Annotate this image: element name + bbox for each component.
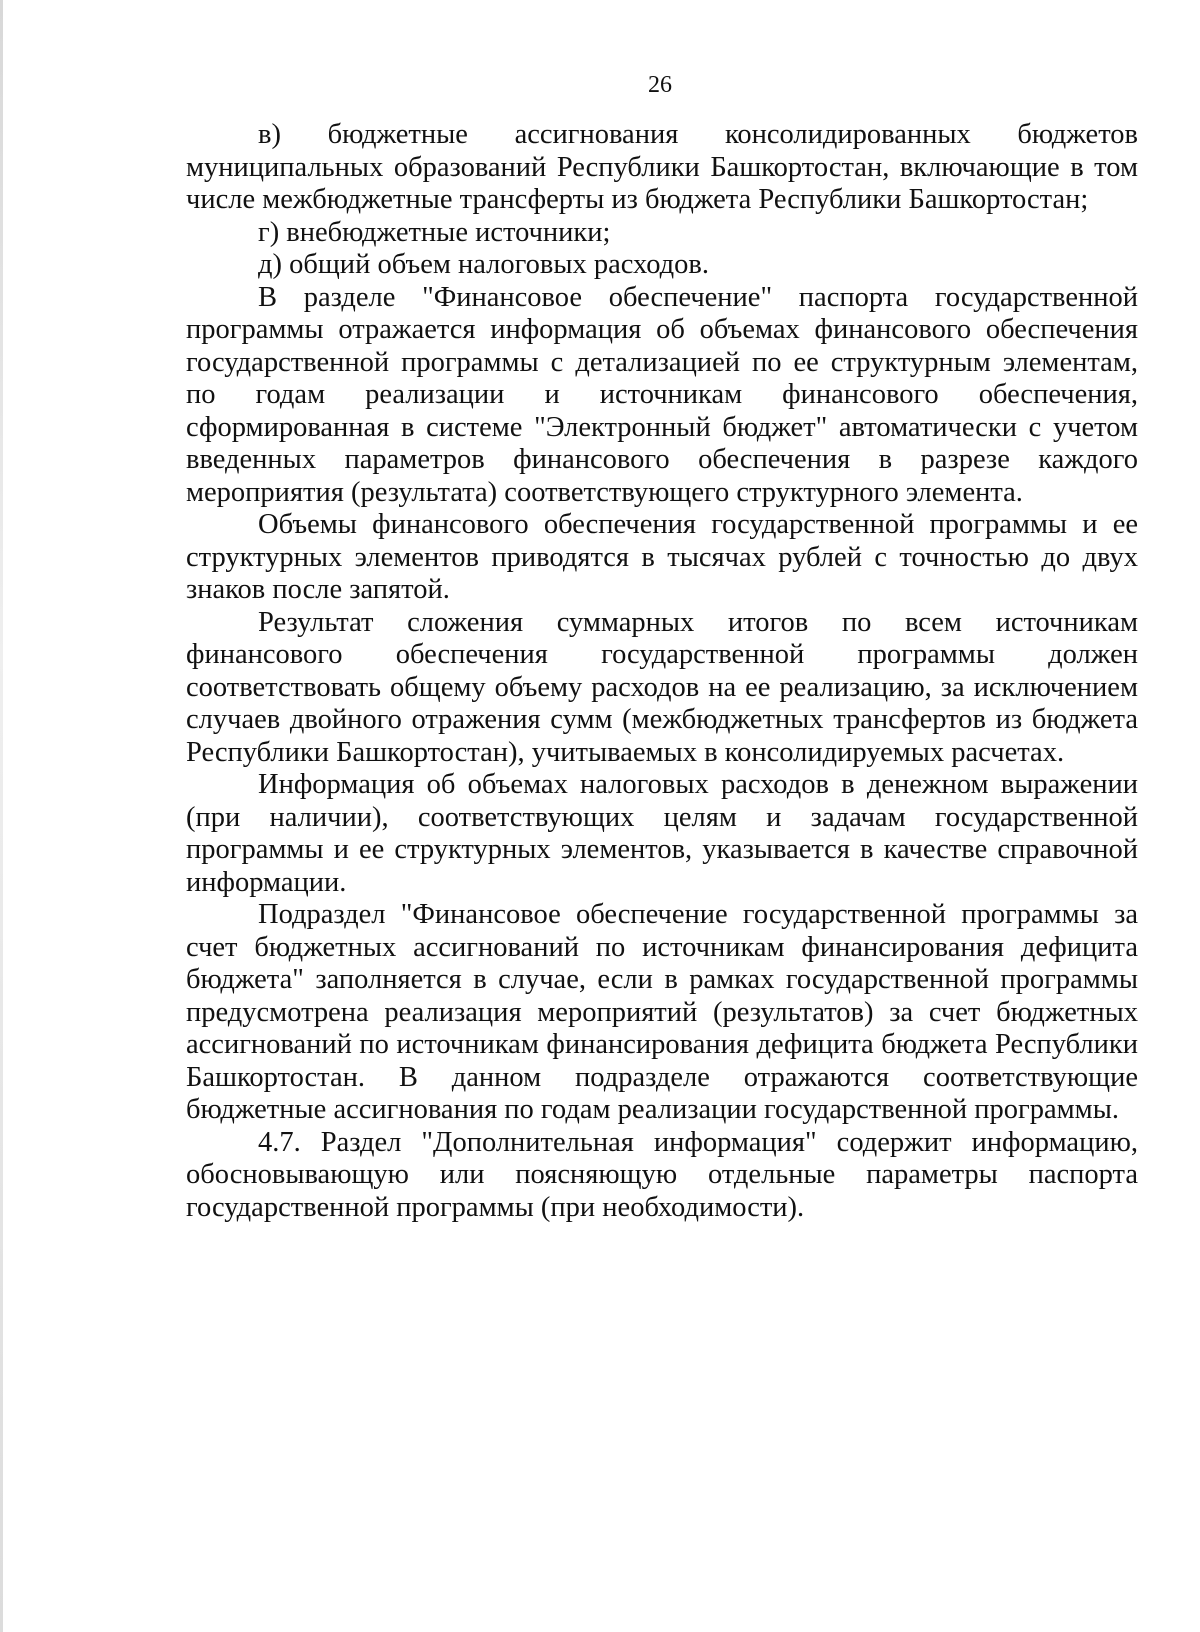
paragraph-item-v: в) бюджетные ассигнования консолидированных бюджетов муниципальных образований Республики Башкортостан, включающие в том числе межбюджетные трансферты из бюджета Республики Башкортостан; bbox=[186, 119, 1138, 215]
paragraph-subsection: Подраздел "Финансовое обеспечение государственной программы за счет бюджетных ассигнований по источникам финансирования дефицита бюджета" заполняется в случае, если в рамках государственной программы предусмотрена реализация мероприятий (результатов) за счет бюджетных ассигнований по источникам финансирования дефицита бюджета Республики Башкортостан. В данном подразделе отражаются соответствующие бюджетные ассигнования по годам реализации государственной программы. bbox=[186, 899, 1138, 1125]
paragraph-item-g: г) внебюджетные источники; bbox=[258, 216, 611, 248]
paragraph-tax-expenses: Информация об объемах налоговых расходов в денежном выражении (при наличии), соответствующих целям и задачам государственной программы и ее структурных элементов, указывается в качестве справочной информации. bbox=[186, 769, 1138, 898]
paragraph-item-d: д) общий объем налоговых расходов. bbox=[258, 249, 709, 280]
paragraph-financial-section: В разделе "Финансовое обеспечение" паспорта государственной программы отражается информация об объемах финансового обеспечения государственной программы с детализацией по ее структурным элементам, по годам реализации и источникам финансового обеспечения, сформированная в системе "Электронный бюджет" автоматически с учетом введенных параметров финансового обеспечения в разрезе каждого мероприятия (результата) соответствующего структурного элемента. bbox=[186, 281, 1138, 508]
page-number: 26 bbox=[648, 72, 672, 98]
paragraph-volumes: Объемы финансового обеспечения государственной программы и ее структурных элементов приводятся в тысячах рублей с точностью до двух знаков после запятой. bbox=[186, 509, 1138, 605]
body-text bbox=[186, 119, 1138, 1224]
paragraph-totals: Результат сложения суммарных итогов по всем источникам финансового обеспечения государственной программы должен соответствовать общему объему расходов на ее реализацию, за исключением случаев двойного отражения сумм (межбюджетных трансфертов из бюджета Республики Башкортостан), учитываемых в консолидируемых расчетах. bbox=[186, 606, 1138, 768]
scan-edge bbox=[0, 0, 3, 1632]
paragraph-additional-info: 4.7. Раздел "Дополнительная информация" содержит информацию, обосновывающую или поясняющую отдельные параметры паспорта государственной программы (при необходимости). bbox=[186, 1126, 1138, 1223]
